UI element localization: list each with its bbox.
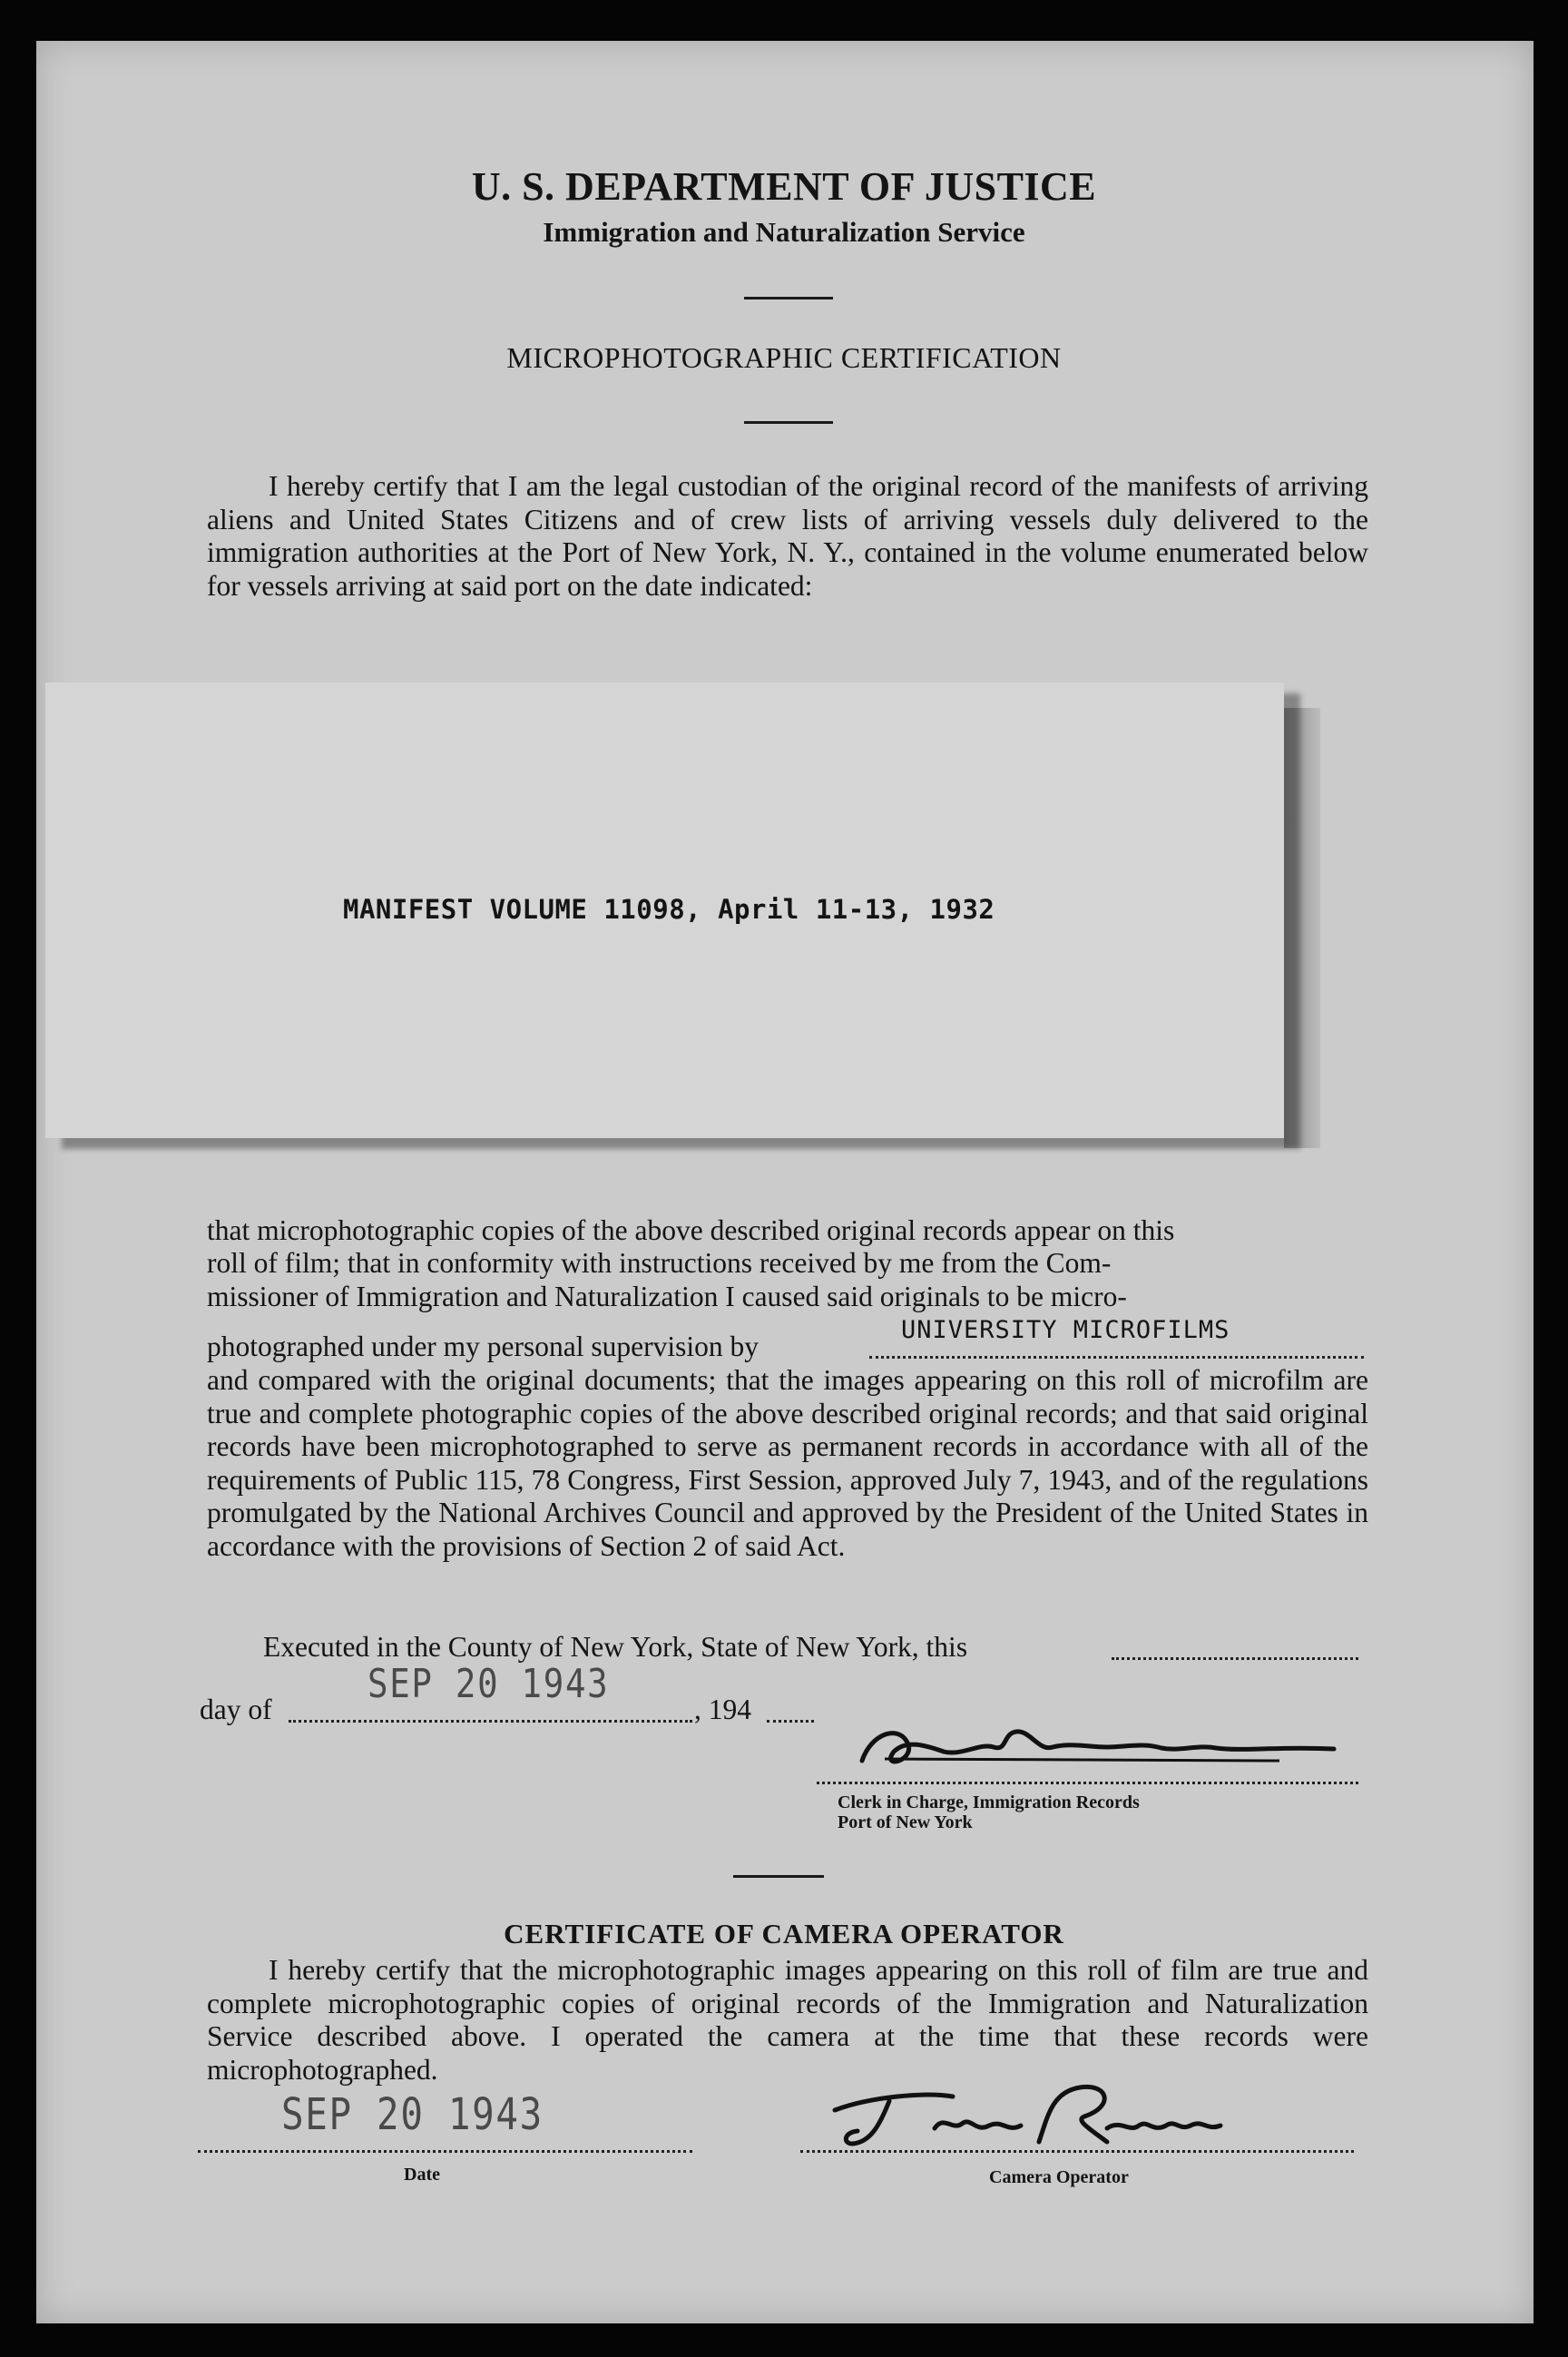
day-of-label: day of xyxy=(200,1694,272,1725)
camera-certificate-title: CERTIFICATE OF CAMERA OPERATOR xyxy=(504,1918,1064,1949)
executed-dotted-line xyxy=(1112,1657,1358,1660)
executed-text: Executed in the County of New York, State of New York, this xyxy=(263,1631,968,1663)
title-divider xyxy=(744,421,833,424)
camera-date-label: Date xyxy=(404,2165,440,2185)
camera-operator-signature xyxy=(817,2078,1270,2160)
year-prefix: , 194 xyxy=(694,1694,751,1725)
clerk-signature-line xyxy=(817,1782,1358,1784)
camera-divider xyxy=(733,1875,824,1878)
day-of-dotted-line xyxy=(289,1720,692,1723)
body-line-2: roll of film; that in conformity with instructions received by me from the Com- xyxy=(207,1247,1112,1279)
camera-date-stamp: SEP 20 1943 xyxy=(281,2089,544,2140)
clerk-signature xyxy=(844,1706,1352,1788)
card-shadow xyxy=(1284,708,1320,1148)
supervision-prefix: photographed under my personal supervision by xyxy=(207,1331,760,1362)
clerk-location: Port of New York xyxy=(838,1812,973,1832)
camera-date-line xyxy=(198,2150,692,2153)
camera-operator-label: Camera Operator xyxy=(989,2167,1129,2187)
header-divider xyxy=(744,297,833,300)
body-line-1: that microphotographic copies of the above described original records appear on this xyxy=(207,1214,1175,1246)
date-stamp: SEP 20 1943 xyxy=(368,1661,610,1707)
camera-operator-line xyxy=(800,2150,1354,2153)
service-subheading: Immigration and Naturalization Service xyxy=(543,216,1025,248)
year-dotted-line xyxy=(767,1720,814,1723)
department-heading: U. S. DEPARTMENT OF JUSTICE xyxy=(471,164,1097,209)
clerk-title: Clerk in Charge, Immigration Records xyxy=(838,1792,1140,1812)
camera-paragraph: I hereby certify that the microphotographic images appearing on this roll of film are true and complete microphotographic copies of original records of the Immigration and Naturalization Service described above. I operated the camera at the time that these records were microphotographed. xyxy=(207,1954,1368,2086)
supervision-dotted-line xyxy=(869,1356,1364,1359)
supervision-value: UNIVERSITY MICROFILMS xyxy=(901,1316,1230,1344)
body-line-3: missioner of Immigration and Naturalization I caused said originals to be micro- xyxy=(207,1281,1127,1312)
body-paragraph: and compared with the original documents; that the images appearing on this roll of microfilm are true and complete photographic copies of the above described original records; and that said original records have been microphotographed to serve as permanent records in accordance with all of the requirements of Public 115, 78 Congress, First Session, approved July 7, 1943, and of the regulations promulgated by the National Archives Council and approved by the President of the United States in accordance with the provisions of Section 2 of said Act. xyxy=(207,1364,1368,1562)
certification-title: MICROPHOTOGRAPHIC CERTIFICATION xyxy=(506,341,1062,374)
manifest-volume-label: MANIFEST VOLUME 11098, April 11-13, 1932 xyxy=(343,894,995,925)
intro-paragraph: I hereby certify that I am the legal custodian of the original record of the manifests of arriving aliens and United States Citizens and of crew lists of arriving vessels duly delivered to the immigration authorities at the Port of New York, N. Y., contained in the volume enumerated below for vessels arriving at said port on the date indicated: xyxy=(207,470,1368,602)
